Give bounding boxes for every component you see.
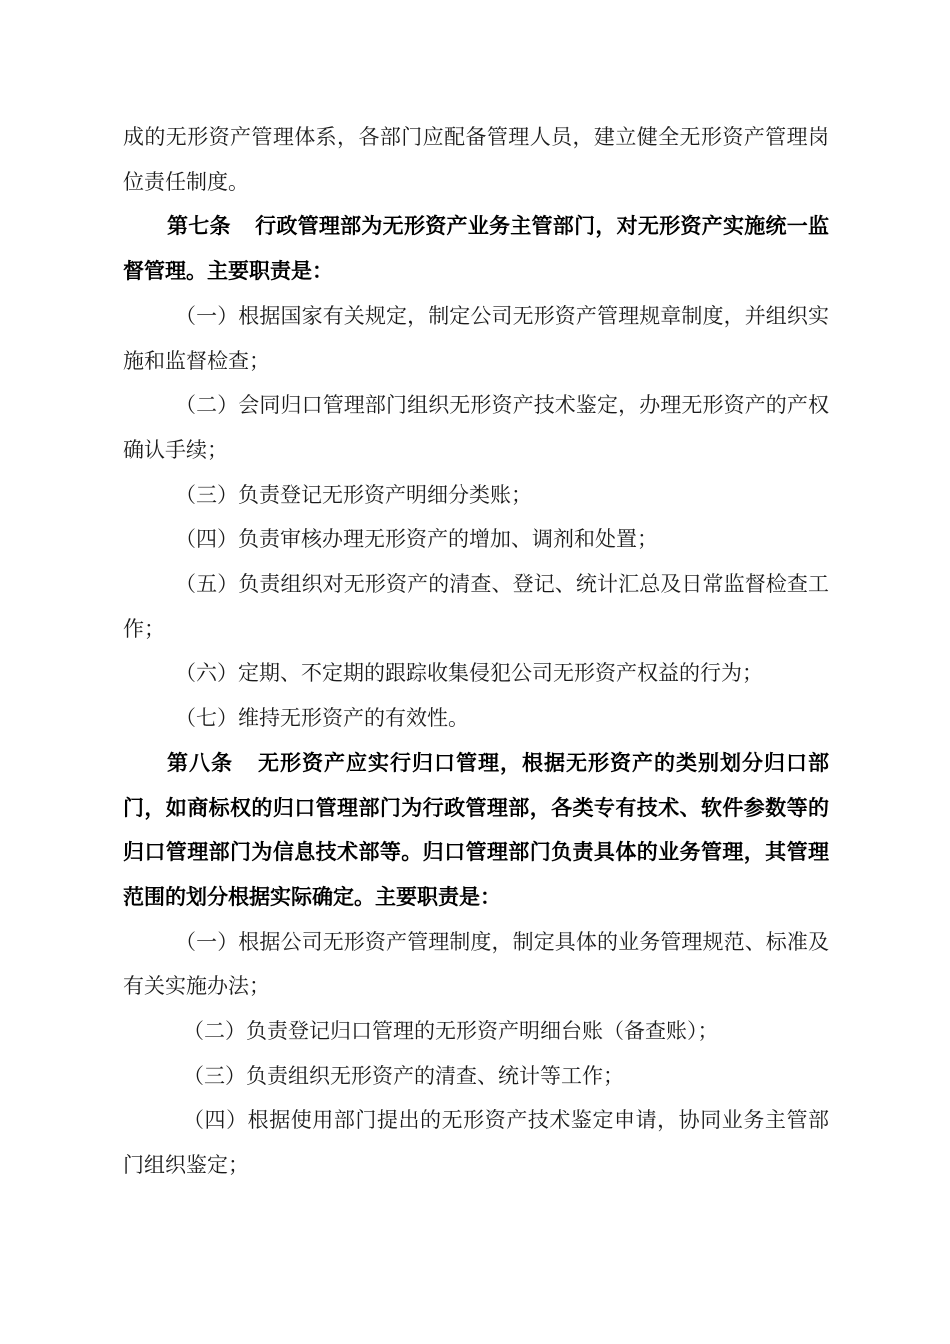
article-7-item-7: （七）维持无形资产的有效性。 [175, 706, 469, 731]
article-7-item-3: （三）负责登记无形资产明细分类账； [175, 482, 532, 507]
article-7-item-4: （四）负责审核办理无形资产的增加、调剂和处置； [175, 527, 658, 552]
article-7-item-6: （六）定期、不定期的跟踪收集侵犯公司无形资产权益的行为； [175, 661, 763, 686]
article-number: 第八条 [167, 750, 233, 775]
document-body [123, 115, 829, 1188]
article-8-item-3: （三）负责组织无形资产的清查、统计等工作； [183, 1063, 624, 1088]
article-8-item-2: （二）负责登记归口管理的无形资产明细台账（备查账）； [183, 1019, 719, 1044]
article-number: 第七条 [167, 214, 231, 239]
article-7-heading [123, 204, 829, 293]
article-7-item-5: （五）负责组织对无形资产的清查、登记、统计汇总及日常监督检查工作； [123, 572, 829, 641]
article-text: 行政管理部为无形资产业务主管部门，对无形资产实施统一监督管理。主要职责是： [123, 214, 830, 284]
article-7-item-1: （一）根据国家有关规定，制定公司无形资产管理规章制度，并组织实施和监督检查； [123, 303, 829, 373]
paragraph-continuation: 成的无形资产管理体系，各部门应配备管理人员，建立健全无形资产管理岗位责任制度。 [123, 125, 829, 194]
article-text: 无形资产应实行归口管理，根据无形资产的类别划分归口部门，如商标权的归口管理部门为行政管理部，各类专有技术、软件参数等的归口管理部门为信息技术部等。归口管理部门负责具体的业务管理，其管理范围的划分根据实际确定。主要职责是： [123, 750, 829, 909]
article-8-item-1: （一）根据公司无形资产管理制度，制定具体的业务管理规范、标准及有关实施办法； [123, 929, 829, 999]
article-7-item-2: （二）会同归口管理部门组织无形资产技术鉴定，办理无形资产的产权确认手续； [123, 393, 829, 462]
article-8-heading [123, 741, 829, 920]
article-8-item-4: （四）根据使用部门提出的无形资产技术鉴定申请，协同业务主管部门组织鉴定； [123, 1108, 829, 1178]
